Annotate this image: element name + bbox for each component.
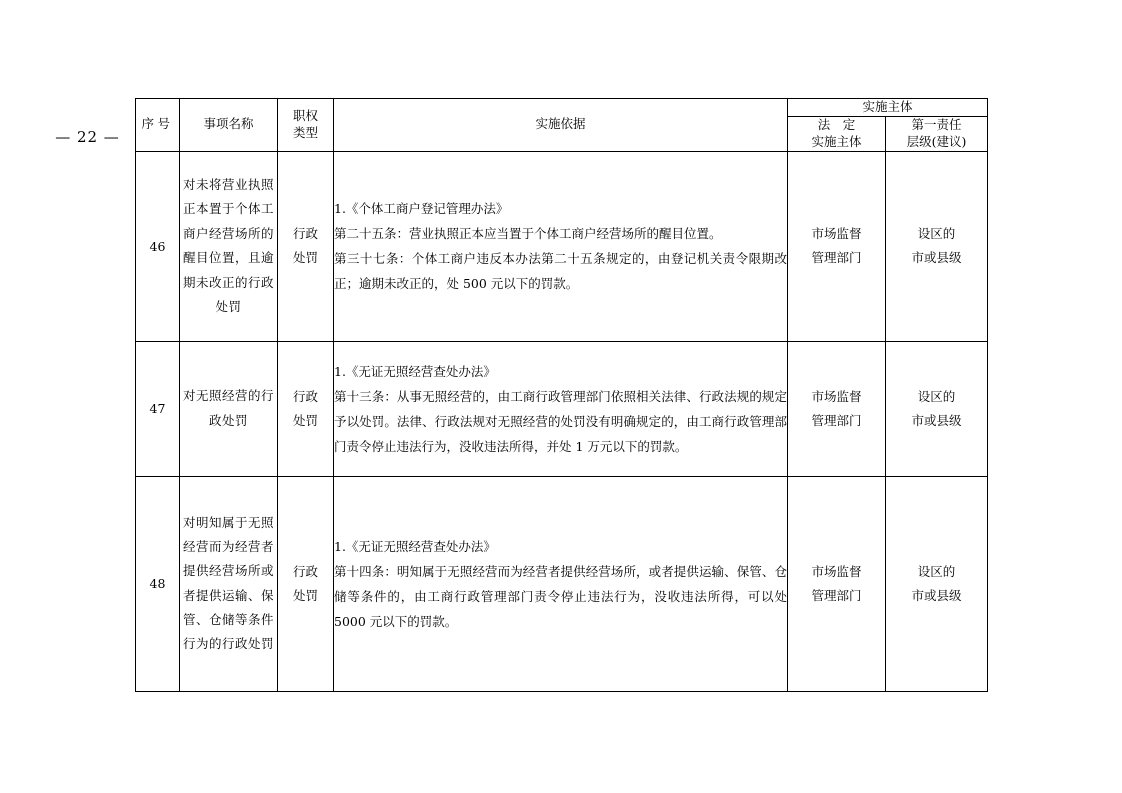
row-legal-subject-line1: 市场监督 [811,226,862,242]
row-basis [334,151,788,341]
row-primary-level-line2: 市或县级 [911,587,962,603]
header-implementing-subject-group: 实施主体 [788,99,988,117]
row-basis [334,476,788,691]
row-item-name: 对无照经营的行政处罚 [180,341,278,476]
header-authority-type-line1: 职权 [292,107,318,123]
table-header-row-1 [136,99,988,117]
row-item-name: 对明知属于无照经营而为经营者提供经营场所或者提供运输、保管、仓储等条件行为的行政处罚 [180,476,278,691]
row-primary-level-line1: 设区的 [917,563,956,579]
row-primary-level [886,476,988,691]
table-row [136,151,988,341]
row-legal-subject-line1: 市场监督 [811,388,862,404]
row-authority-type [278,341,334,476]
row-legal-subject [788,151,886,341]
header-legal-subject-line1: 法 定 [817,116,856,132]
header-primary-level [886,116,988,151]
row-authority-type [278,151,334,341]
row-basis-line: 1.《个体工商户登记管理办法》 [334,201,509,217]
row-authority-type-line1: 行政 [292,563,318,579]
row-basis-line: 1.《无证无照经营查处办法》 [334,538,496,554]
header-item-name: 事项名称 [180,99,278,152]
row-seq: 48 [136,476,180,691]
table-row [136,341,988,476]
header-authority-type-line2: 类型 [292,124,318,140]
row-primary-level-line2: 市或县级 [911,412,962,428]
table-header [136,99,988,152]
row-legal-subject-line2: 管理部门 [811,587,862,603]
row-basis-line: 1.《无证无照经营查处办法》 [334,363,496,379]
table-row [136,476,988,691]
header-seq: 序号 [136,99,180,152]
row-legal-subject-line2: 管理部门 [811,250,862,266]
row-seq: 46 [136,151,180,341]
row-legal-subject [788,341,886,476]
row-primary-level [886,151,988,341]
row-basis [334,341,788,476]
row-legal-subject-line1: 市场监督 [811,563,862,579]
header-basis: 实施依据 [334,99,788,152]
row-authority-type-line1: 行政 [292,226,318,242]
row-authority-type-line1: 行政 [292,388,318,404]
row-legal-subject [788,476,886,691]
row-primary-level-line2: 市或县级 [911,250,962,266]
row-primary-level-line1: 设区的 [917,388,956,404]
row-authority-type-line2: 处罚 [292,412,318,428]
row-basis-line: 第十四条：明知属于无照经营而为经营者提供经营场所，或者提供运输、保管、仓储等条件的，由工商行政管理部门责令停止违法行为，没收违法所得，可以处 5000 元以下的罚款。 [334,563,787,629]
row-basis-line: 第二十五条：营业执照正本应当置于个体工商户经营场所的醒目位置。 [334,226,722,242]
row-authority-type-line2: 处罚 [292,587,318,603]
row-authority-type-line2: 处罚 [292,250,318,266]
row-primary-level-line1: 设区的 [917,226,956,242]
header-legal-subject [788,116,886,151]
row-item-name: 对未将营业执照正本置于个体工商户经营场所的醒目位置，且逾期未改正的行政处罚 [180,151,278,341]
authority-list-table [135,98,988,692]
header-authority-type [278,99,334,152]
row-legal-subject-line2: 管理部门 [811,412,862,428]
table-body [136,151,988,691]
row-seq: 47 [136,341,180,476]
row-basis-line: 第三十七条：个体工商户违反本办法第二十五条规定的，由登记机关责令限期改正；逾期未改正的，处 500 元以下的罚款。 [334,251,787,292]
row-primary-level [886,341,988,476]
header-legal-subject-line2: 实施主体 [811,133,862,149]
header-primary-level-line2: 层级(建议) [906,133,967,149]
page-number: — 22 — [55,128,120,146]
row-authority-type [278,476,334,691]
header-primary-level-line1: 第一责任 [911,116,962,132]
row-basis-line: 第十三条：从事无照经营的，由工商行政管理部门依照相关法律、行政法规的规定予以处罚。法律、行政法规对无照经营的处罚没有明确规定的，由工商行政管理部门责令停止违法行为，没收违法所得，并处 1 万元以下的罚款。 [334,388,787,454]
